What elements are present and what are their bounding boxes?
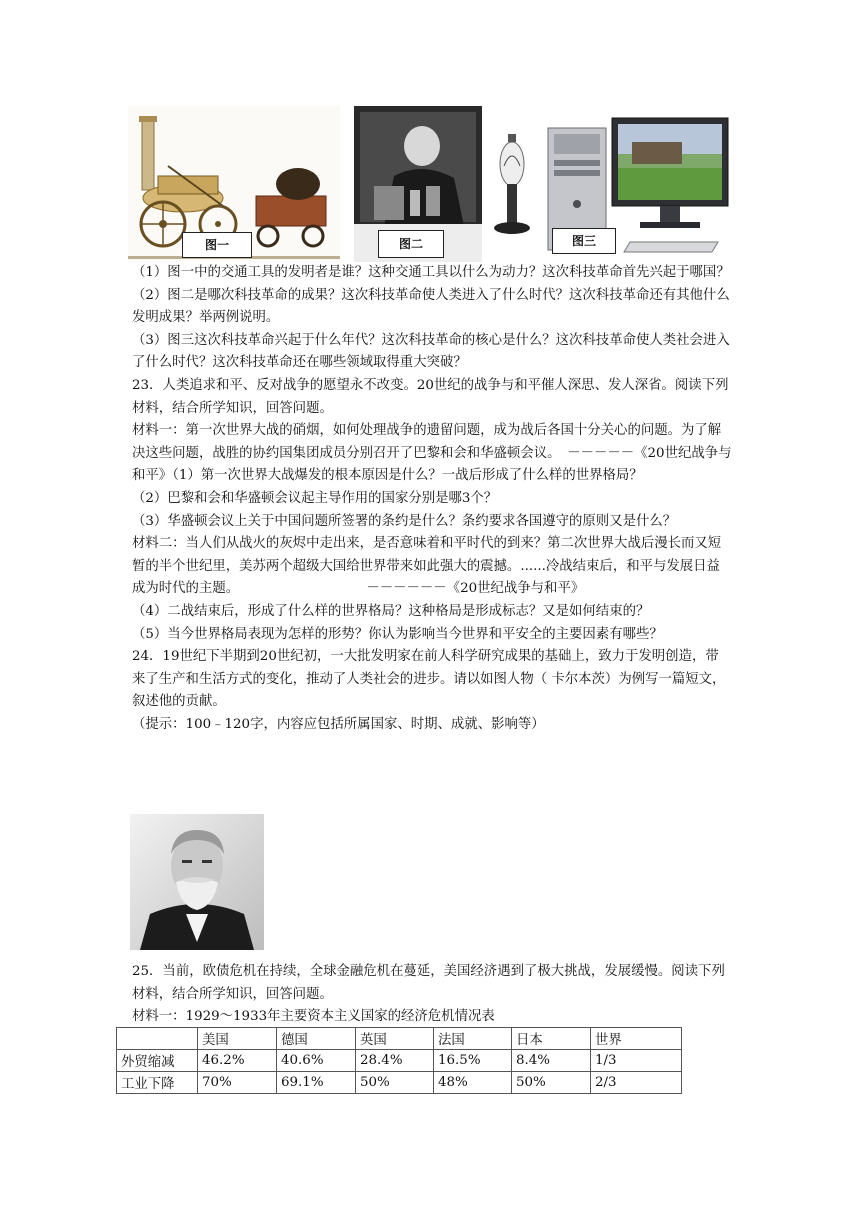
figure-locomotive <box>128 106 340 262</box>
table-header-row <box>117 1028 682 1050</box>
question-22-3: （3）图三这次科技革命兴起于什么年代？这次科技革命的核心是什么？这次科技革命使人类社会进入了什么时代？这次科技革命还在哪些领域取得重大突破？ <box>132 332 730 371</box>
figure-edison <box>354 106 536 262</box>
table-cell: 46.2% <box>198 1050 277 1072</box>
question-24-hint: （提示：100﹣120字，内容应包括所属国家、时期、成就、影响等） <box>132 716 545 732</box>
question-22-1: （1）图一中的交通工具的发明者是谁？这种交通工具以什么为动力？这次科技革命首先兴起于哪国？ <box>132 265 730 280</box>
table-cell: 16.5% <box>434 1050 512 1072</box>
table-header-cell: 德国 <box>277 1028 356 1050</box>
table-cell: 8.4% <box>512 1050 591 1072</box>
question-23-2: （2）巴黎和会和华盛顿会议起主导作用的国家分别是哪3个？ <box>132 490 498 506</box>
figure-computer <box>542 106 732 262</box>
table-header-cell: 日本 <box>512 1028 591 1050</box>
table-header-cell: 美国 <box>198 1028 277 1050</box>
table-header-cell: 法国 <box>434 1028 512 1050</box>
figure-caption: 图二 <box>378 230 444 258</box>
table-row <box>117 1050 682 1072</box>
table-header-cell: 世界 <box>591 1028 682 1050</box>
table-row <box>117 1072 682 1094</box>
question-25-text <box>132 961 732 1029</box>
table-cell: 70% <box>198 1072 277 1094</box>
material-one-table-title: 材料一：1929～1933年主要资本主义国家的经济危机情况表 <box>132 1009 495 1025</box>
table-cell: 2/3 <box>591 1072 682 1094</box>
table-header-cell <box>117 1028 198 1050</box>
material-one: 材料一：第一次世界大战的硝烟，如何处理战争的遗留问题，成为战后各国十分关心的问题。为了解决这些问题，战胜的协约国集团成员分别召开了巴黎和会和华盛顿会议。 －－－－－《20世纪战争与和平》（1）第一次世界大战爆发的根本原因是什么？一战后形成了什么样的世界格局？ <box>132 423 732 484</box>
question-23-intro: 23．人类追求和平、反对战争的愿望永不改变。20世纪的战争与和平催人深思、发人深省。阅读下列材料，结合所学知识，回答问题。 <box>132 377 729 416</box>
figure-caption: 图三 <box>552 228 616 254</box>
question-23-3: （3）华盛顿会议上关于中国问题所签署的条约是什么？条约要求各国遵守的原则又是什么？ <box>132 513 677 529</box>
question-25-intro: 25．当前，欧债危机在持续，全球金融危机在蔓延，美国经济遇到了极大挑战，发展缓慢。阅读下列材料，结合所学知识，回答问题。 <box>132 964 725 1002</box>
table-cell: 工业下降 <box>117 1072 198 1094</box>
table-header-cell: 英国 <box>356 1028 434 1050</box>
figure-caption: 图一 <box>182 232 252 258</box>
table-cell: 69.1% <box>277 1072 356 1094</box>
material-two: 材料二：当人们从战火的灰烬中走出来，是否意味着和平时代的到来？第二次世界大战后漫长而又短暂的半个世纪里，美苏两个超级大国给世界带来如此强大的震撼。......冷战结束后，和平与发展日益成为时代的主题。 －－－－－－《20世纪战争与和平》 <box>132 536 722 597</box>
question-23-4: （4）二战结束后，形成了什么样的世界格局？这种格局是形成标志？又是如何结束的？ <box>132 603 650 619</box>
table-cell: 48% <box>434 1072 512 1094</box>
question-23-5: （5）当今世界格局表现为怎样的形势？你认为影响当今世界和平安全的主要因素有哪些？ <box>132 626 663 642</box>
economic-crisis-table <box>116 1027 682 1094</box>
table-cell: 50% <box>356 1072 434 1094</box>
question-22-2: （2）图二是哪次科技革命的成果？这次科技革命使人类进入了什么时代？这次科技革命还有其他什么发明成果？举两例说明。 <box>132 287 730 326</box>
portrait-image <box>130 814 264 950</box>
table-cell: 1/3 <box>591 1050 682 1072</box>
portrait-karl-benz <box>130 814 264 950</box>
figure-row <box>128 106 732 262</box>
table-cell: 50% <box>512 1072 591 1094</box>
question-24: 24．19世纪下半期到20世纪初，一大批发明家在前人科学研究成果的基础上，致力于发明创造，带来了生产和生活方式的变化，推动了人类社会的进步。请以如图人物（ 卡尔本茨）为例写一篇短文，叙述他的贡献。 <box>132 649 726 710</box>
table-cell: 40.6% <box>277 1050 356 1072</box>
table-cell: 外贸缩减 <box>117 1050 198 1072</box>
table-cell: 28.4% <box>356 1050 434 1072</box>
questions-text <box>132 262 732 736</box>
